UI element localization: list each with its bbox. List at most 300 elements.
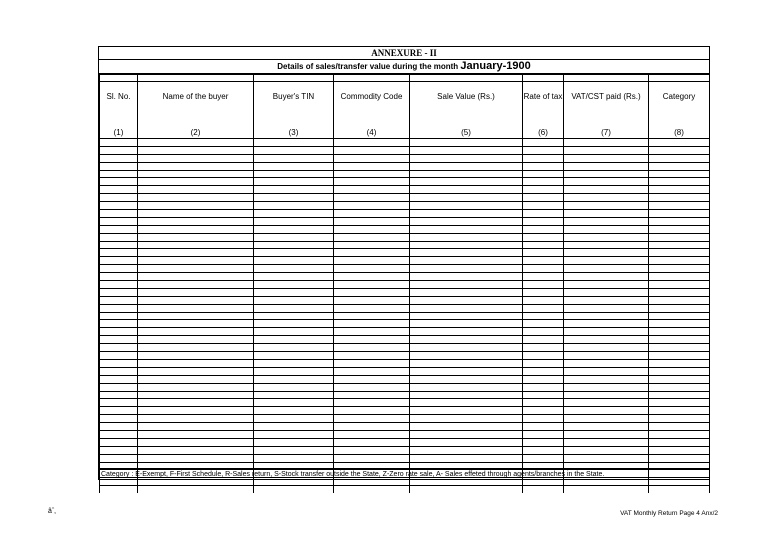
entry-cell[interactable] — [649, 210, 710, 218]
entry-cell[interactable] — [138, 241, 254, 249]
entry-cell[interactable] — [564, 296, 649, 304]
entry-cell[interactable] — [649, 233, 710, 241]
entry-cell[interactable] — [138, 249, 254, 257]
entry-cell[interactable] — [649, 312, 710, 320]
table-row[interactable] — [100, 430, 710, 438]
entry-cell[interactable] — [523, 257, 564, 265]
entry-cell[interactable] — [523, 328, 564, 336]
entry-cell[interactable] — [649, 241, 710, 249]
entry-cell[interactable] — [138, 162, 254, 170]
table-row[interactable] — [100, 304, 710, 312]
entry-cell[interactable] — [138, 217, 254, 225]
entry-cell[interactable] — [100, 139, 138, 147]
entry-cell[interactable] — [138, 399, 254, 407]
entry-cell[interactable] — [649, 430, 710, 438]
table-row[interactable] — [100, 486, 710, 493]
entry-cell[interactable] — [138, 265, 254, 273]
table-row[interactable] — [100, 312, 710, 320]
entry-cell[interactable] — [564, 383, 649, 391]
entry-cell[interactable] — [523, 344, 564, 352]
entry-cell[interactable] — [100, 217, 138, 225]
entry-cell[interactable] — [254, 407, 334, 415]
table-row[interactable] — [100, 423, 710, 431]
entry-cell[interactable] — [100, 359, 138, 367]
entry-cell[interactable] — [564, 391, 649, 399]
table-row[interactable] — [100, 217, 710, 225]
entry-cell[interactable] — [100, 391, 138, 399]
entry-cell[interactable] — [564, 344, 649, 352]
entry-cell[interactable] — [564, 139, 649, 147]
entry-cell[interactable] — [649, 288, 710, 296]
entry-cell[interactable] — [410, 328, 523, 336]
table-row[interactable] — [100, 288, 710, 296]
table-row[interactable] — [100, 210, 710, 218]
entry-cell[interactable] — [649, 438, 710, 446]
entry-cell[interactable] — [523, 359, 564, 367]
entry-cell[interactable] — [564, 249, 649, 257]
entry-cell[interactable] — [523, 438, 564, 446]
entry-cell[interactable] — [523, 281, 564, 289]
entry-cell[interactable] — [100, 430, 138, 438]
entry-cell[interactable] — [100, 186, 138, 194]
entry-cell[interactable] — [334, 320, 410, 328]
entry-cell[interactable] — [564, 186, 649, 194]
entry-cell[interactable] — [649, 328, 710, 336]
entry-cell[interactable] — [138, 304, 254, 312]
entry-cell[interactable] — [649, 154, 710, 162]
entry-cell[interactable] — [100, 146, 138, 154]
entry-cell[interactable] — [410, 336, 523, 344]
entry-cell[interactable] — [254, 304, 334, 312]
entry-cell[interactable] — [334, 249, 410, 257]
entry-cell[interactable] — [138, 344, 254, 352]
entry-cell[interactable] — [100, 194, 138, 202]
entry-cell[interactable] — [523, 154, 564, 162]
entry-cell[interactable] — [100, 162, 138, 170]
table-row[interactable] — [100, 194, 710, 202]
entry-cell[interactable] — [100, 225, 138, 233]
entry-cell[interactable] — [523, 296, 564, 304]
entry-cell[interactable] — [410, 430, 523, 438]
entry-cell[interactable] — [138, 312, 254, 320]
entry-cell[interactable] — [649, 178, 710, 186]
entry-cell[interactable] — [334, 194, 410, 202]
entry-cell[interactable] — [649, 217, 710, 225]
table-row[interactable] — [100, 202, 710, 210]
entry-cell[interactable] — [100, 320, 138, 328]
entry-cell[interactable] — [254, 225, 334, 233]
entry-cell[interactable] — [564, 367, 649, 375]
entry-cell[interactable] — [649, 186, 710, 194]
table-row[interactable] — [100, 265, 710, 273]
entry-cell[interactable] — [523, 249, 564, 257]
entry-cell[interactable] — [523, 320, 564, 328]
entry-cell[interactable] — [100, 202, 138, 210]
entry-cell[interactable] — [254, 486, 334, 493]
entry-cell[interactable] — [410, 344, 523, 352]
entry-cell[interactable] — [254, 257, 334, 265]
table-row[interactable] — [100, 146, 710, 154]
entry-cell[interactable] — [334, 336, 410, 344]
entry-cell[interactable] — [334, 352, 410, 360]
entry-cell[interactable] — [410, 225, 523, 233]
entry-cell[interactable] — [564, 265, 649, 273]
entry-cell[interactable] — [564, 375, 649, 383]
entry-cell[interactable] — [523, 367, 564, 375]
entry-cell[interactable] — [138, 328, 254, 336]
entry-cell[interactable] — [649, 486, 710, 493]
entry-cell[interactable] — [334, 170, 410, 178]
entry-cell[interactable] — [410, 154, 523, 162]
entry-cell[interactable] — [564, 352, 649, 360]
entry-cell[interactable] — [410, 233, 523, 241]
entry-cell[interactable] — [564, 320, 649, 328]
table-row[interactable] — [100, 186, 710, 194]
entry-cell[interactable] — [100, 233, 138, 241]
entry-cell[interactable] — [254, 328, 334, 336]
entry-cell[interactable] — [410, 139, 523, 147]
entry-cell[interactable] — [649, 367, 710, 375]
entry-cell[interactable] — [564, 162, 649, 170]
entry-cell[interactable] — [254, 391, 334, 399]
entry-cell[interactable] — [334, 146, 410, 154]
entry-cell[interactable] — [649, 249, 710, 257]
entry-cell[interactable] — [138, 186, 254, 194]
table-row[interactable] — [100, 249, 710, 257]
entry-cell[interactable] — [564, 257, 649, 265]
entry-cell[interactable] — [523, 265, 564, 273]
entry-cell[interactable] — [100, 446, 138, 454]
entry-cell[interactable] — [564, 170, 649, 178]
entry-cell[interactable] — [564, 233, 649, 241]
entry-cell[interactable] — [254, 415, 334, 423]
entry-cell[interactable] — [138, 146, 254, 154]
entry-cell[interactable] — [523, 139, 564, 147]
entry-cell[interactable] — [334, 328, 410, 336]
entry-cell[interactable] — [410, 202, 523, 210]
entry-cell[interactable] — [649, 407, 710, 415]
entry-cell[interactable] — [334, 312, 410, 320]
entry-cell[interactable] — [649, 344, 710, 352]
entry-cell[interactable] — [254, 375, 334, 383]
entry-cell[interactable] — [334, 139, 410, 147]
table-row[interactable] — [100, 344, 710, 352]
entry-cell[interactable] — [410, 210, 523, 218]
table-row[interactable] — [100, 367, 710, 375]
entry-cell[interactable] — [564, 241, 649, 249]
entry-cell[interactable] — [254, 178, 334, 186]
entry-cell[interactable] — [564, 359, 649, 367]
entry-cell[interactable] — [410, 257, 523, 265]
entry-cell[interactable] — [138, 273, 254, 281]
entry-cell[interactable] — [523, 162, 564, 170]
entry-cell[interactable] — [334, 162, 410, 170]
entry-cell[interactable] — [138, 430, 254, 438]
entry-cell[interactable] — [649, 391, 710, 399]
entry-cell[interactable] — [254, 139, 334, 147]
entry-cell[interactable] — [564, 225, 649, 233]
entry-cell[interactable] — [523, 217, 564, 225]
entry-cell[interactable] — [410, 265, 523, 273]
entry-cell[interactable] — [100, 257, 138, 265]
entry-cell[interactable] — [138, 367, 254, 375]
entry-cell[interactable] — [334, 186, 410, 194]
table-row[interactable] — [100, 383, 710, 391]
entry-cell[interactable] — [564, 407, 649, 415]
entry-cell[interactable] — [138, 178, 254, 186]
entry-cell[interactable] — [100, 423, 138, 431]
entry-cell[interactable] — [254, 438, 334, 446]
table-row[interactable] — [100, 154, 710, 162]
table-row[interactable] — [100, 273, 710, 281]
entry-cell[interactable] — [564, 430, 649, 438]
table-row[interactable] — [100, 257, 710, 265]
entry-cell[interactable] — [523, 312, 564, 320]
entry-cell[interactable] — [254, 383, 334, 391]
entry-cell[interactable] — [410, 415, 523, 423]
entry-cell[interactable] — [649, 273, 710, 281]
entry-cell[interactable] — [523, 233, 564, 241]
entry-cell[interactable] — [254, 312, 334, 320]
entry-cell[interactable] — [410, 320, 523, 328]
entry-cell[interactable] — [564, 423, 649, 431]
entry-cell[interactable] — [100, 281, 138, 289]
entry-cell[interactable] — [100, 170, 138, 178]
entry-cell[interactable] — [410, 486, 523, 493]
entry-cell[interactable] — [334, 430, 410, 438]
entry-cell[interactable] — [523, 210, 564, 218]
table-row[interactable] — [100, 320, 710, 328]
entry-cell[interactable] — [138, 320, 254, 328]
entry-cell[interactable] — [254, 454, 334, 462]
entry-cell[interactable] — [564, 154, 649, 162]
entry-cell[interactable] — [138, 423, 254, 431]
entry-cell[interactable] — [138, 194, 254, 202]
entry-cell[interactable] — [410, 296, 523, 304]
entry-cell[interactable] — [523, 399, 564, 407]
entry-cell[interactable] — [100, 454, 138, 462]
entry-cell[interactable] — [100, 352, 138, 360]
entry-cell[interactable] — [100, 336, 138, 344]
entry-cell[interactable] — [410, 146, 523, 154]
entry-cell[interactable] — [100, 178, 138, 186]
entry-cell[interactable] — [523, 288, 564, 296]
entry-cell[interactable] — [334, 281, 410, 289]
table-row[interactable] — [100, 438, 710, 446]
entry-cell[interactable] — [523, 336, 564, 344]
entry-cell[interactable] — [564, 210, 649, 218]
entry-cell[interactable] — [649, 352, 710, 360]
entry-cell[interactable] — [138, 281, 254, 289]
entry-cell[interactable] — [649, 257, 710, 265]
entry-cell[interactable] — [138, 336, 254, 344]
entry-cell[interactable] — [100, 367, 138, 375]
entry-cell[interactable] — [523, 375, 564, 383]
entry-cell[interactable] — [254, 146, 334, 154]
entry-cell[interactable] — [100, 249, 138, 257]
entry-cell[interactable] — [523, 383, 564, 391]
entry-cell[interactable] — [254, 430, 334, 438]
table-row[interactable] — [100, 170, 710, 178]
entry-cell[interactable] — [334, 383, 410, 391]
entry-cell[interactable] — [138, 438, 254, 446]
entry-cell[interactable] — [649, 281, 710, 289]
entry-cell[interactable] — [564, 273, 649, 281]
entry-cell[interactable] — [649, 375, 710, 383]
entry-cell[interactable] — [564, 178, 649, 186]
entry-cell[interactable] — [334, 391, 410, 399]
entry-cell[interactable] — [564, 328, 649, 336]
entry-cell[interactable] — [410, 446, 523, 454]
entry-cell[interactable] — [649, 359, 710, 367]
table-row[interactable] — [100, 336, 710, 344]
entry-cell[interactable] — [334, 210, 410, 218]
entry-cell[interactable] — [334, 225, 410, 233]
entry-cell[interactable] — [649, 423, 710, 431]
entry-cell[interactable] — [138, 383, 254, 391]
table-row[interactable] — [100, 446, 710, 454]
entry-cell[interactable] — [254, 233, 334, 241]
table-row[interactable] — [100, 359, 710, 367]
entry-cell[interactable] — [100, 486, 138, 493]
entry-cell[interactable] — [100, 210, 138, 218]
entry-cell[interactable] — [254, 241, 334, 249]
entry-cell[interactable] — [100, 241, 138, 249]
entry-cell[interactable] — [523, 407, 564, 415]
entry-cell[interactable] — [564, 217, 649, 225]
entry-cell[interactable] — [254, 281, 334, 289]
table-row[interactable] — [100, 454, 710, 462]
entry-cell[interactable] — [100, 296, 138, 304]
table-row[interactable] — [100, 296, 710, 304]
entry-cell[interactable] — [410, 352, 523, 360]
entry-cell[interactable] — [100, 399, 138, 407]
table-row[interactable] — [100, 241, 710, 249]
entry-cell[interactable] — [649, 320, 710, 328]
entry-cell[interactable] — [100, 312, 138, 320]
entry-cell[interactable] — [564, 399, 649, 407]
entry-cell[interactable] — [100, 304, 138, 312]
entry-cell[interactable] — [100, 265, 138, 273]
entry-cell[interactable] — [410, 273, 523, 281]
entry-cell[interactable] — [564, 194, 649, 202]
entry-cell[interactable] — [334, 344, 410, 352]
entry-cell[interactable] — [410, 170, 523, 178]
entry-cell[interactable] — [334, 454, 410, 462]
entry-cell[interactable] — [254, 320, 334, 328]
entry-cell[interactable] — [523, 304, 564, 312]
entry-cell[interactable] — [334, 296, 410, 304]
entry-cell[interactable] — [410, 391, 523, 399]
table-row[interactable] — [100, 233, 710, 241]
entry-cell[interactable] — [138, 486, 254, 493]
entry-cell[interactable] — [334, 423, 410, 431]
entry-cell[interactable] — [564, 415, 649, 423]
entry-cell[interactable] — [649, 170, 710, 178]
entry-cell[interactable] — [254, 288, 334, 296]
entry-cell[interactable] — [649, 146, 710, 154]
entry-cell[interactable] — [138, 210, 254, 218]
table-row[interactable] — [100, 407, 710, 415]
entry-cell[interactable] — [410, 438, 523, 446]
entry-cell[interactable] — [410, 359, 523, 367]
entry-cell[interactable] — [138, 288, 254, 296]
table-row[interactable] — [100, 391, 710, 399]
entry-cell[interactable] — [334, 399, 410, 407]
entry-cell[interactable] — [138, 446, 254, 454]
entry-cell[interactable] — [410, 407, 523, 415]
entry-cell[interactable] — [334, 415, 410, 423]
entry-cell[interactable] — [649, 225, 710, 233]
entry-cell[interactable] — [100, 273, 138, 281]
entry-cell[interactable] — [649, 162, 710, 170]
entry-cell[interactable] — [254, 249, 334, 257]
entry-cell[interactable] — [254, 186, 334, 194]
entry-cell[interactable] — [138, 154, 254, 162]
entry-cell[interactable] — [254, 367, 334, 375]
entry-cell[interactable] — [564, 312, 649, 320]
entry-cell[interactable] — [410, 399, 523, 407]
entry-cell[interactable] — [334, 438, 410, 446]
entry-cell[interactable] — [334, 202, 410, 210]
table-row[interactable] — [100, 415, 710, 423]
entry-cell[interactable] — [410, 249, 523, 257]
entry-cell[interactable] — [410, 367, 523, 375]
entry-cell[interactable] — [138, 375, 254, 383]
entry-cell[interactable] — [649, 399, 710, 407]
entry-cell[interactable] — [254, 296, 334, 304]
entry-cell[interactable] — [649, 265, 710, 273]
entry-cell[interactable] — [334, 217, 410, 225]
entry-cell[interactable] — [100, 407, 138, 415]
entry-cell[interactable] — [649, 415, 710, 423]
entry-cell[interactable] — [334, 273, 410, 281]
entry-cell[interactable] — [523, 194, 564, 202]
entry-cell[interactable] — [410, 375, 523, 383]
entry-cell[interactable] — [410, 423, 523, 431]
entry-cell[interactable] — [410, 217, 523, 225]
entry-cell[interactable] — [523, 446, 564, 454]
entry-cell[interactable] — [523, 486, 564, 493]
entry-cell[interactable] — [649, 296, 710, 304]
table-row[interactable] — [100, 178, 710, 186]
entry-cell[interactable] — [410, 312, 523, 320]
entry-cell[interactable] — [564, 146, 649, 154]
table-row[interactable] — [100, 328, 710, 336]
entry-cell[interactable] — [564, 281, 649, 289]
entry-cell[interactable] — [523, 415, 564, 423]
entry-cell[interactable] — [334, 265, 410, 273]
entry-cell[interactable] — [523, 170, 564, 178]
entry-cell[interactable] — [254, 194, 334, 202]
entry-cell[interactable] — [523, 186, 564, 194]
entry-cell[interactable] — [410, 288, 523, 296]
entry-cell[interactable] — [334, 257, 410, 265]
entry-cell[interactable] — [410, 454, 523, 462]
entry-cell[interactable] — [100, 383, 138, 391]
entry-cell[interactable] — [523, 202, 564, 210]
entry-cell[interactable] — [523, 225, 564, 233]
entry-cell[interactable] — [649, 304, 710, 312]
entry-cell[interactable] — [523, 454, 564, 462]
entry-cell[interactable] — [523, 273, 564, 281]
entry-cell[interactable] — [138, 359, 254, 367]
entry-cell[interactable] — [523, 352, 564, 360]
entry-cell[interactable] — [254, 446, 334, 454]
entry-cell[interactable] — [254, 210, 334, 218]
entry-cell[interactable] — [254, 352, 334, 360]
entry-cell[interactable] — [254, 336, 334, 344]
